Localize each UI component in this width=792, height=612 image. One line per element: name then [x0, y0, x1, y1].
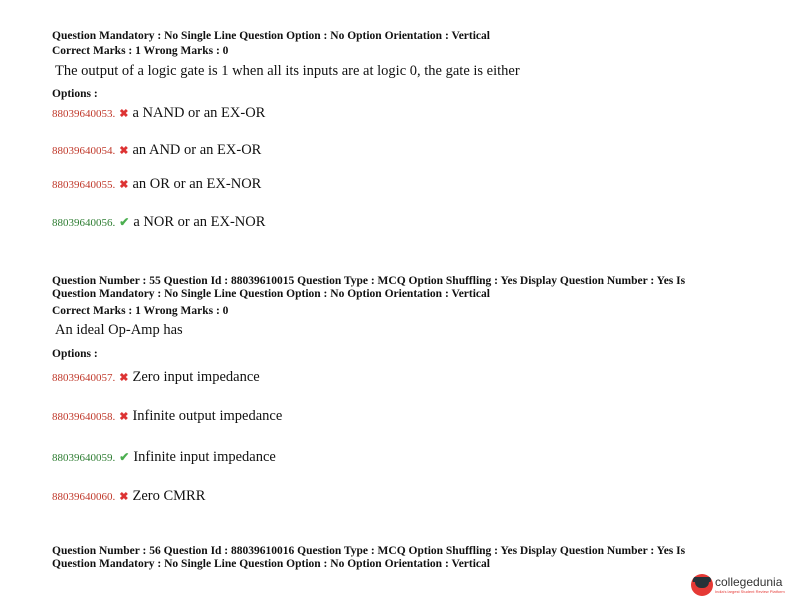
option-row	[52, 448, 276, 466]
option-id: 88039640057.	[52, 372, 116, 384]
option-row	[52, 368, 260, 386]
option-id: 88039640054.	[52, 145, 116, 157]
cross-icon: ✖	[119, 411, 129, 423]
option-text: Zero input impedance	[132, 369, 260, 385]
graduation-cap-icon	[691, 574, 713, 596]
option-text: Infinite input impedance	[133, 449, 276, 465]
option-id: 88039640056.	[52, 217, 116, 229]
option-text: an AND or an EX-OR	[132, 142, 262, 158]
option-row	[52, 487, 205, 505]
option-row	[52, 104, 265, 122]
cross-icon: ✖	[119, 372, 129, 384]
cross-icon: ✖	[119, 108, 129, 120]
cross-icon: ✖	[119, 145, 129, 157]
option-text: a NOR or an EX-NOR	[133, 214, 266, 230]
brand-tagline: India's largest Student Review Platform	[715, 589, 785, 594]
option-id: 88039640055.	[52, 179, 116, 191]
option-text: Zero CMRR	[132, 488, 206, 504]
option-id: 88039640059.	[52, 452, 116, 464]
option-text: Infinite output impedance	[132, 408, 283, 424]
q55-question-text: An ideal Op-Amp has	[55, 322, 183, 338]
option-row	[52, 407, 282, 425]
option-id: 88039640053.	[52, 108, 116, 120]
cross-icon: ✖	[119, 179, 129, 191]
option-id: 88039640060.	[52, 491, 116, 503]
q54-marks: Correct Marks : 1 Wrong Marks : 0	[52, 45, 229, 57]
q56-meta-2: Question Mandatory : No Single Line Question Option : No Option Orientation : Vertical	[52, 558, 490, 570]
option-row	[52, 175, 261, 193]
brand-name: collegedunia	[715, 575, 783, 589]
q55-marks: Correct Marks : 1 Wrong Marks : 0	[52, 305, 229, 317]
q55-options-label: Options :	[52, 348, 98, 360]
q54-meta: Question Mandatory : No Single Line Question Option : No Option Orientation : Vertical	[52, 30, 490, 42]
q56-meta: Question Number : 56 Question Id : 88039610016 Question Type : MCQ Option Shuffling : Yes Display Question Number : Yes Is	[52, 545, 686, 557]
q55-meta: Question Number : 55 Question Id : 88039610015 Question Type : MCQ Option Shuffling : Yes Display Question Number : Yes Is	[52, 275, 686, 287]
q54-question-text: The output of a logic gate is 1 when all its inputs are at logic 0, the gate is either	[55, 63, 520, 79]
cross-icon: ✖	[119, 491, 129, 503]
q55-meta-2: Question Mandatory : No Single Line Question Option : No Option Orientation : Vertical	[52, 288, 490, 300]
check-icon: ✔	[119, 450, 130, 464]
option-row	[52, 213, 265, 231]
option-text: an OR or an EX-NOR	[132, 176, 262, 192]
q54-options-label: Options :	[52, 88, 98, 100]
option-text: a NAND or an EX-OR	[132, 105, 266, 121]
option-row	[52, 141, 261, 159]
collegedunia-logo	[691, 574, 785, 596]
option-id: 88039640058.	[52, 411, 116, 423]
check-icon: ✔	[119, 215, 130, 229]
